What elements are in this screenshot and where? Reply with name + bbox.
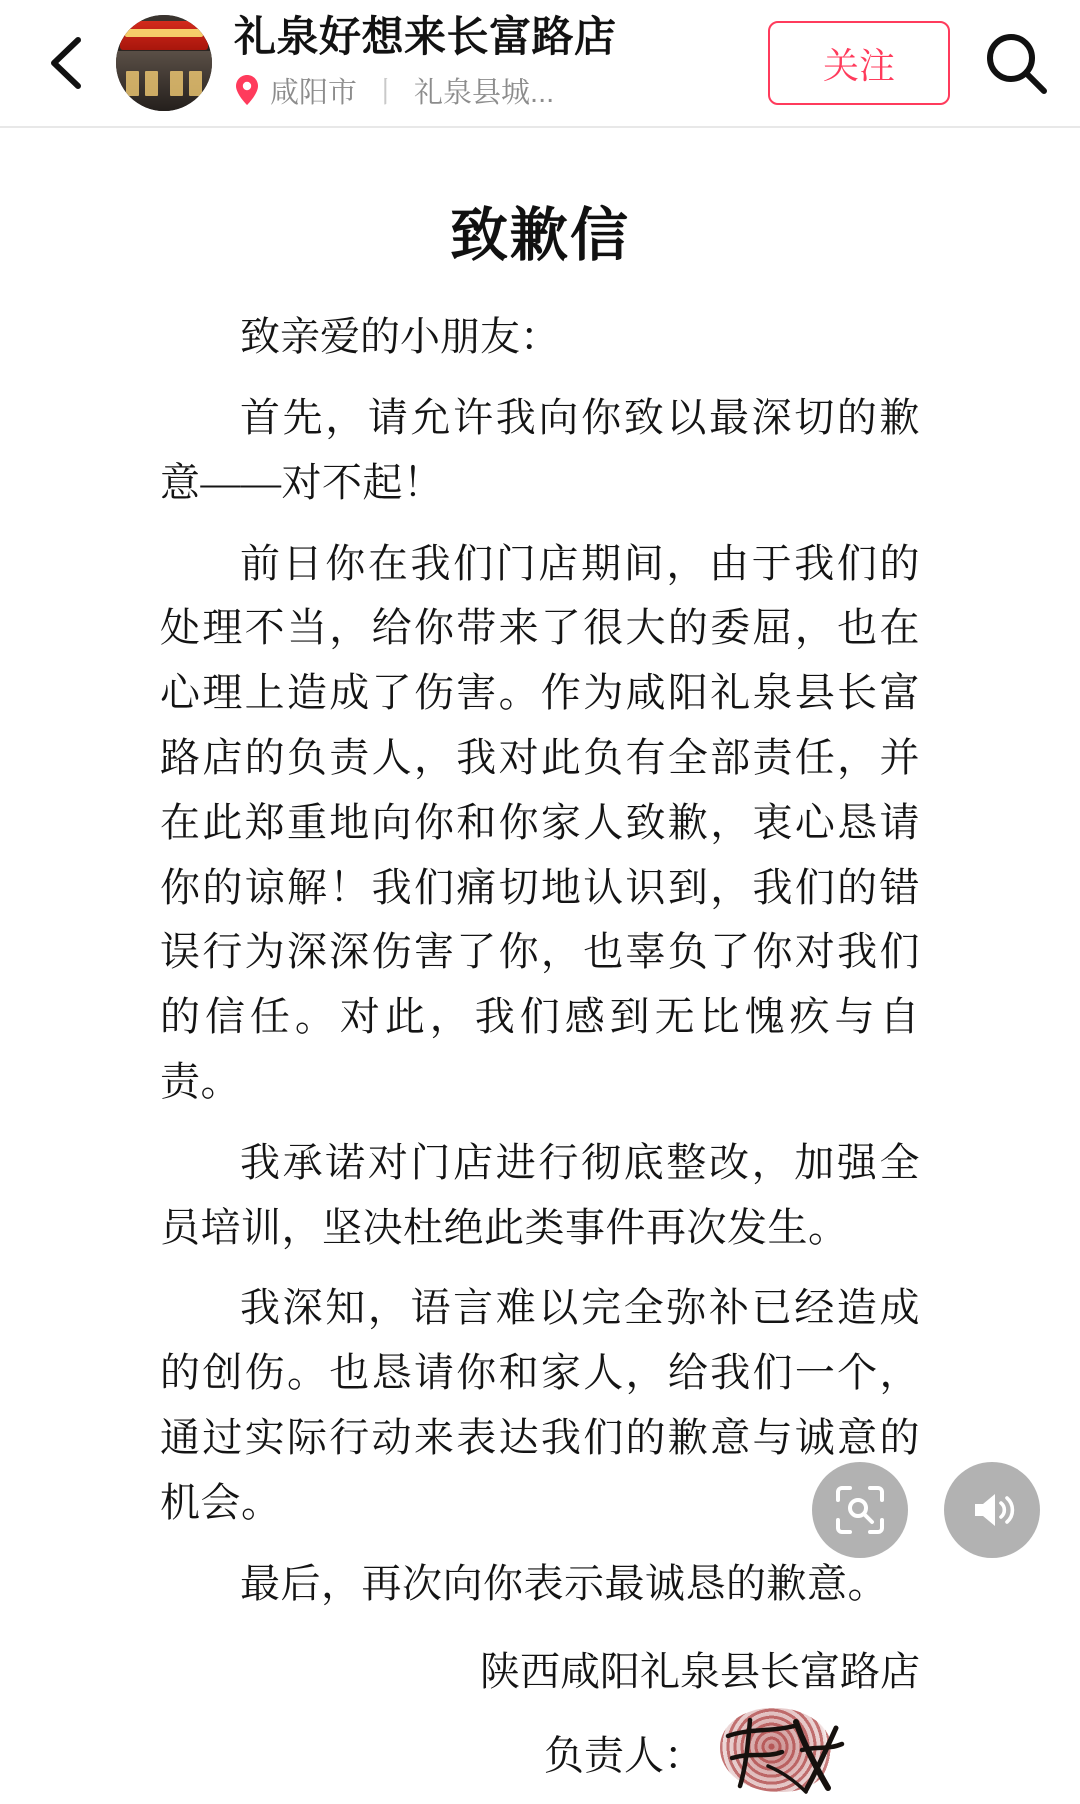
letter-paragraph: 最后，再次向你表示最诚恳的歉意。 (240, 1560, 888, 1606)
handwritten-signature-stamp (710, 1708, 860, 1804)
avatar-window (170, 71, 183, 96)
letter-paragraph: 前日你在我们门店期间，由于我们的处理不当，给你带来了很大的委屈，也在心理上造成了伤害。作为咸阳礼泉县长富路店的负责人，我对此负有全部责任，并在此郑重地向你和你家人致歉，衷心恳请你的谅解！我们痛切地认识到，我们的错误行为深深伤害了你，也辜负了你对我们的信任。对此，我们感到无比愧疚与自责。 (160, 540, 920, 1104)
follow-button-label: 关注 (822, 44, 895, 86)
sound-button[interactable] (944, 1462, 1040, 1558)
scan-icon (834, 1484, 886, 1536)
follow-button[interactable] (768, 21, 950, 105)
search-button[interactable] (978, 25, 1054, 101)
signature-role-line (160, 1708, 920, 1804)
letter-signature (160, 1642, 920, 1804)
chevron-left-icon (44, 32, 90, 94)
avatar-store-sign (120, 21, 208, 50)
store-location (234, 70, 752, 111)
speaker-icon (967, 1485, 1017, 1535)
search-icon (981, 28, 1051, 98)
letter-paragraph: 首先，请允许我向你致以最深切的歉意——对不起！ (160, 395, 920, 505)
signature-role-label: 负责人： (544, 1733, 704, 1779)
letter-title: 致歉信 (449, 203, 630, 268)
map-pin-icon (234, 74, 260, 106)
store-name: 礼泉好想来长富路店 (234, 13, 617, 61)
scan-button[interactable] (812, 1462, 908, 1558)
store-info[interactable] (234, 15, 752, 110)
letter-paragraph: 我承诺对门店进行彻底整改，加强全员培训，坚决杜绝此类事件再次发生。 (160, 1139, 920, 1250)
avatar-window (189, 71, 202, 96)
signature-ink-icon (710, 1710, 860, 1802)
store-city: 咸阳市 (270, 76, 358, 109)
back-button[interactable] (36, 32, 98, 94)
top-navigation-bar (0, 0, 1080, 128)
signature-organization: 陕西咸阳礼泉县长富路店 (480, 1649, 920, 1695)
location-separator: 丨 (371, 76, 401, 109)
apology-letter (0, 130, 1080, 1804)
letter-paragraph: 我深知，语言难以完全弥补已经造成的创伤。也恳请你和家人，给我们一个，通过实际行动来表达我们的歉意与诚意的机会。 (160, 1285, 920, 1525)
store-avatar[interactable] (116, 15, 212, 111)
letter-salutation: 致亲爱的小朋友： (240, 314, 560, 359)
store-address: 礼泉县城... (414, 76, 555, 109)
avatar-window (126, 71, 139, 96)
avatar-window (145, 71, 158, 96)
